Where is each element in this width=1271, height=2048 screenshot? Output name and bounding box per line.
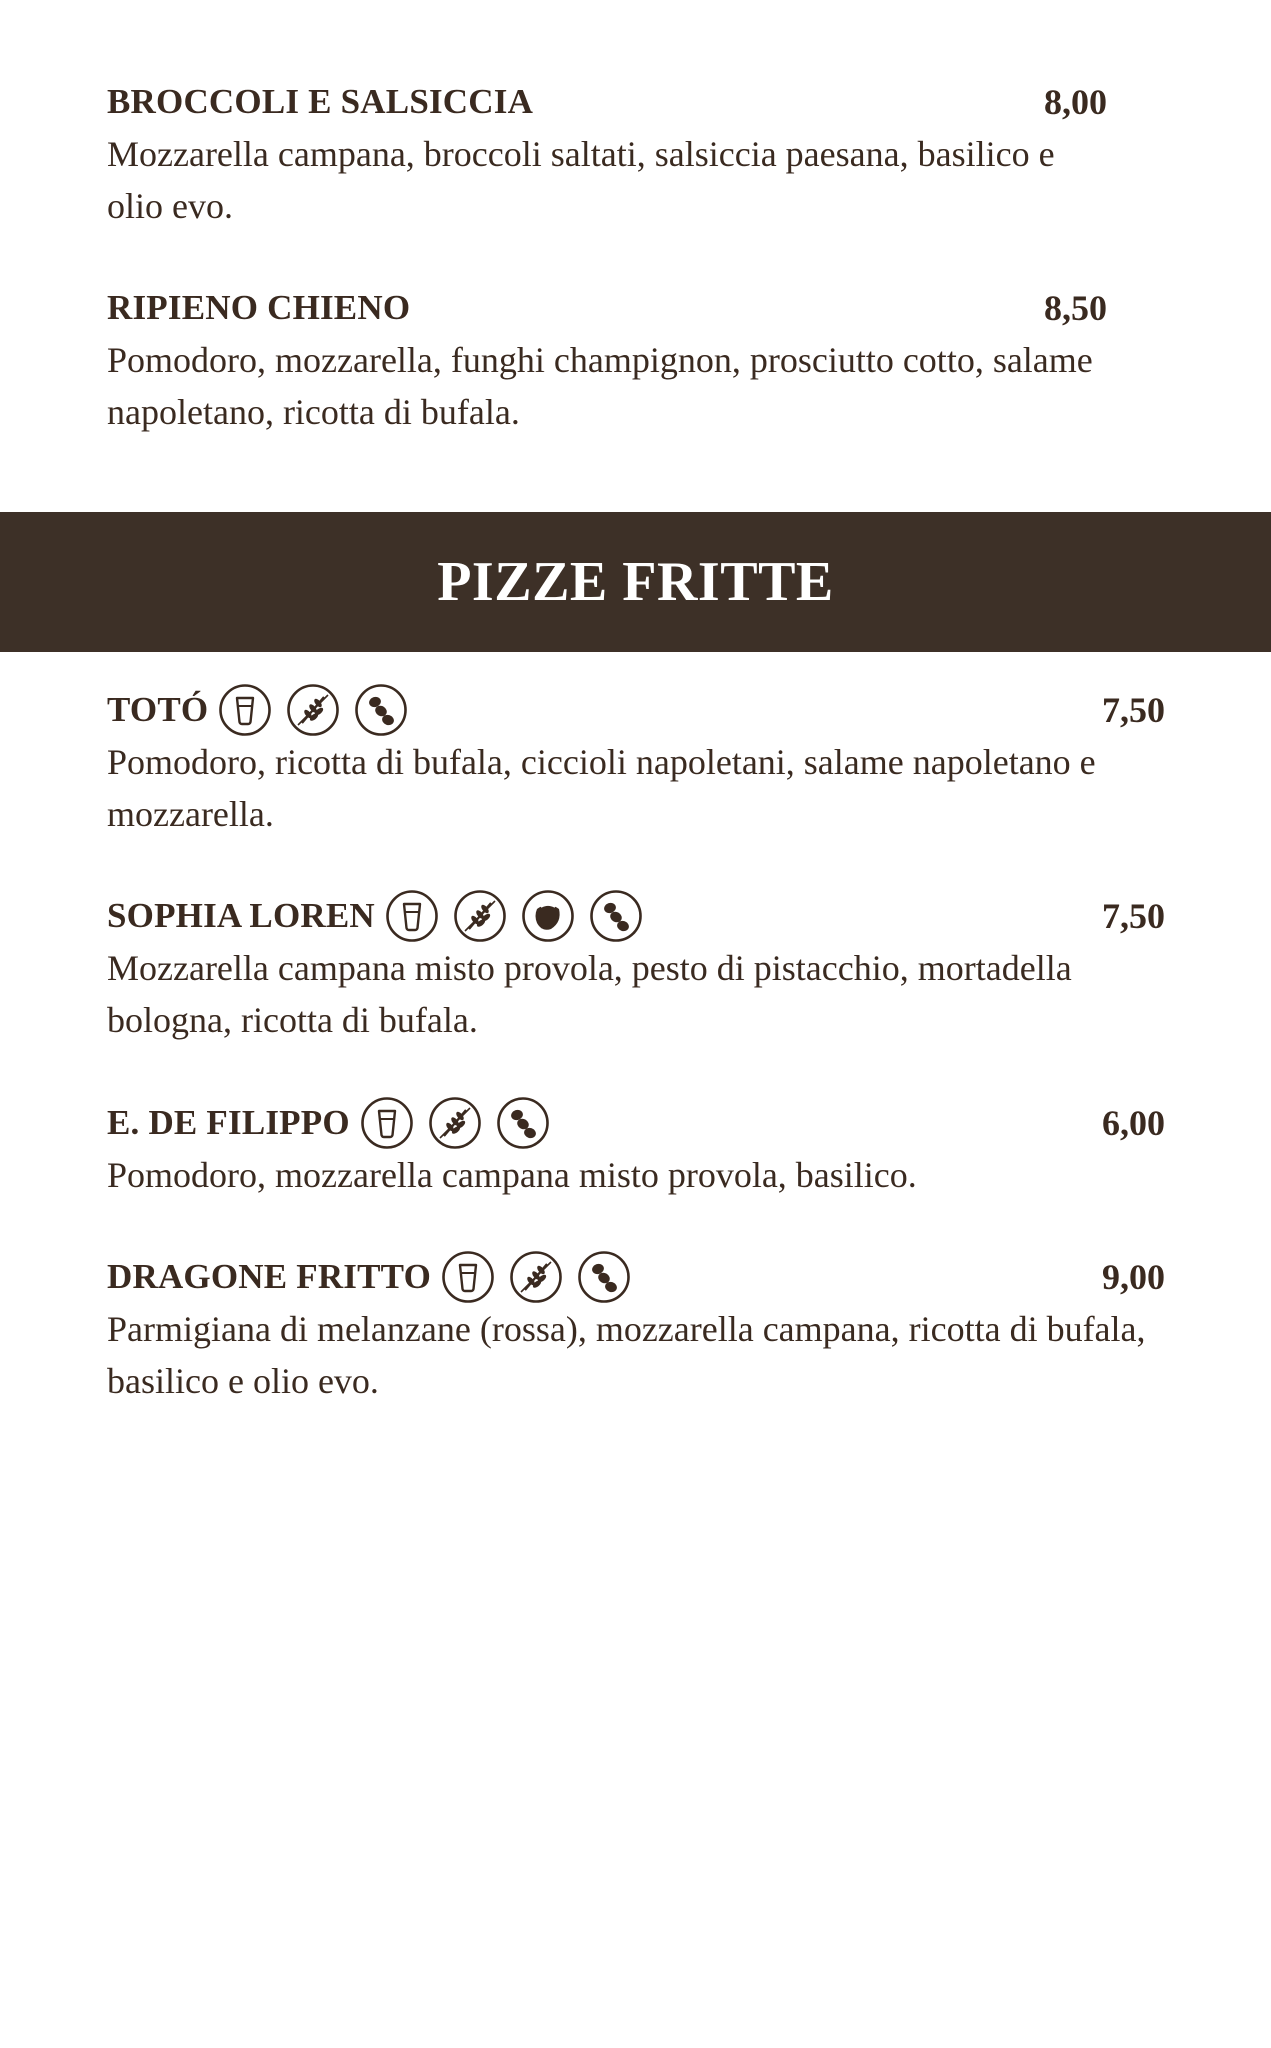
menu-item-name: BROCCOLI E SALSICCIA [107, 82, 534, 121]
menu-item-header [107, 282, 1107, 334]
gluten-icon [428, 1096, 482, 1150]
soy-icon [577, 1250, 631, 1304]
menu-item-header [107, 1097, 1165, 1149]
milk-icon [218, 683, 272, 737]
menu-item-description: Pomodoro, mozzarella, funghi champignon, prosciutto cotto, salame napoletano, ricotta di bufala. [107, 340, 1093, 432]
soy-icon [354, 683, 408, 737]
menu-item-dragone-fritto [107, 1251, 1165, 1407]
menu-item-name: TOTÓ [107, 690, 209, 729]
milk-icon [385, 889, 439, 943]
menu-item-ripieno-chieno [107, 282, 1107, 438]
menu-item-header [107, 684, 1165, 736]
menu-item-name: RIPIENO CHIENO [107, 288, 411, 327]
menu-item-price: 6,00 [1102, 1103, 1165, 1143]
gluten-icon [286, 683, 340, 737]
allergen-icons [385, 889, 657, 943]
menu-item-price: 8,50 [1044, 288, 1107, 328]
menu-item-sophia-loren [107, 890, 1165, 1046]
allergen-icons [218, 683, 422, 737]
menu-item-e-de-filippo [107, 1097, 1165, 1201]
gluten-icon [453, 889, 507, 943]
gluten-icon [509, 1250, 563, 1304]
milk-icon [360, 1096, 414, 1150]
menu-item-broccoli-e-salsiccia [107, 76, 1107, 232]
menu-item-header [107, 76, 1107, 128]
menu-item-name: SOPHIA LOREN [107, 896, 375, 935]
menu-item-price: 9,00 [1102, 1257, 1165, 1297]
menu-item-header [107, 890, 1165, 942]
menu-item-name: E. DE FILIPPO [107, 1103, 350, 1142]
nuts-icon [521, 889, 575, 943]
menu-item-description: Pomodoro, mozzarella campana misto provola, basilico. [107, 1155, 917, 1195]
menu-item-header [107, 1251, 1165, 1303]
menu-item-price: 8,00 [1044, 82, 1107, 122]
section-banner [0, 512, 1271, 652]
menu-item-description: Parmigiana di melanzane (rossa), mozzarella campana, ricotta di bufala, basilico e olio evo. [107, 1309, 1146, 1401]
menu-item-price: 7,50 [1102, 690, 1165, 730]
section-title: PIZZE FRITTE [437, 551, 834, 613]
menu-item-description: Mozzarella campana, broccoli saltati, salsiccia paesana, basilico e olio evo. [107, 134, 1055, 226]
menu-item-toto [107, 684, 1165, 840]
menu-item-description: Pomodoro, ricotta di bufala, ciccioli napoletani, salame napoletano e mozzarella. [107, 742, 1096, 834]
allergen-icons [360, 1096, 564, 1150]
allergen-icons [441, 1250, 645, 1304]
soy-icon [496, 1096, 550, 1150]
menu-item-price: 7,50 [1102, 896, 1165, 936]
soy-icon [589, 889, 643, 943]
milk-icon [441, 1250, 495, 1304]
menu-item-description: Mozzarella campana misto provola, pesto di pistacchio, mortadella bologna, ricotta di bufala. [107, 948, 1072, 1040]
menu-item-name: DRAGONE FRITTO [107, 1257, 432, 1296]
